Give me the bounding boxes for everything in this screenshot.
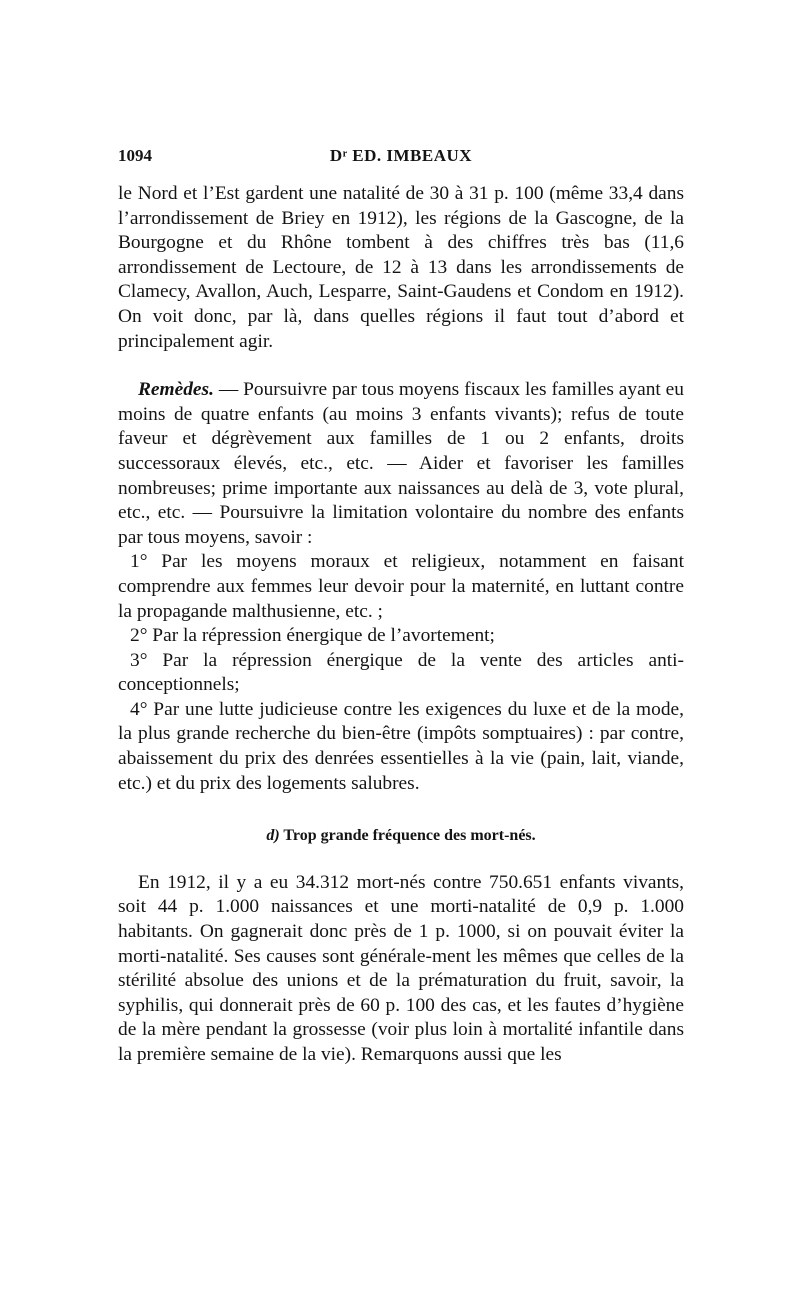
section-title: Trop grande fréquence des mort-nés. [283, 827, 536, 845]
page-header [118, 146, 684, 170]
remedes-text: — Poursuivre par tous moyens fiscaux les familles ayant eu moins de quatre enfants (au moins 3 enfants vivants); refus de toute faveur et dégrèvement aux familles de 1 ou 2 enfants, droits successoraux élevés, etc., etc. — Aider et favoriser les familles nombreuses; prime importante aux naissances au delà de 3, vote plural, etc., etc. — Poursuivre la limitation volontaire du nombre des enfants par tous moyens, savoir : [118, 379, 684, 548]
list-item: 3° Par la répression énergique de la vente des articles anti-conceptionnels; [118, 649, 684, 696]
page-number: 1094 [118, 146, 152, 165]
closing-paragraph: En 1912, il y a eu 34.312 mort-nés contre 750.651 enfants vivants, soit 44 p. 1.000 naissances et une morti-natalité de 0,9 p. 1.000 habitants. On gagnerait donc près de 1 p. 1000, si on pouvait éviter la morti-natalité. Ses causes sont générale-ment les mêmes que celles de la stérilité absolue des unions et de la prématuration du fruit, savoir, la syphilis, qui donnerait près de 60 p. 100 des cas, et les fautes d’hygiène de la mère pendant la grossesse (voir plus loin à mortalité infantile dans la première semaine de la vie). Remarquons aussi que les [118, 871, 684, 1065]
page-body [118, 182, 684, 1068]
section-heading [118, 824, 684, 849]
remedes-label: Remèdes. [138, 379, 214, 401]
section-letter: d) [266, 827, 280, 845]
running-title: Dʳ ED. IMBEAUX [329, 146, 473, 165]
list-item: 2° Par la répression énergique de l’avortement; [130, 625, 495, 647]
list-item: 1° Par les moyens moraux et religieux, notamment en faisant comprendre aux femmes leur devoir pour la maternité, en luttant contre la propagande malthusienne, etc. ; [118, 551, 684, 622]
list-item: 4° Par une lutte judicieuse contre les exigences du luxe et de la mode, la plus grande recherche du bien-être (impôts somptuaires) : par contre, abaissement du prix des denrées essentielles à la vie (pain, lait, viande, etc.) et du prix des logements salubres. [118, 698, 684, 794]
remedes-paragraph [118, 378, 684, 550]
intro-paragraph: le Nord et l’Est gardent une natalité de 30 à 31 p. 100 (même 33,4 dans l’arrondissement de Briey en 1912), les régions de la Gascogne, de la Bourgogne et du Rhône tombent à des chiffres très bas (11,6 arrondissement de Lectoure, de 12 à 13 dans les arrondissements de Clamecy, Avallon, Auch, Lesparre, Saint-Gaudens et Condom en 1912). On voit donc, par là, dans quelles régions il faut tout d’abord et principalement agir. [118, 183, 684, 352]
